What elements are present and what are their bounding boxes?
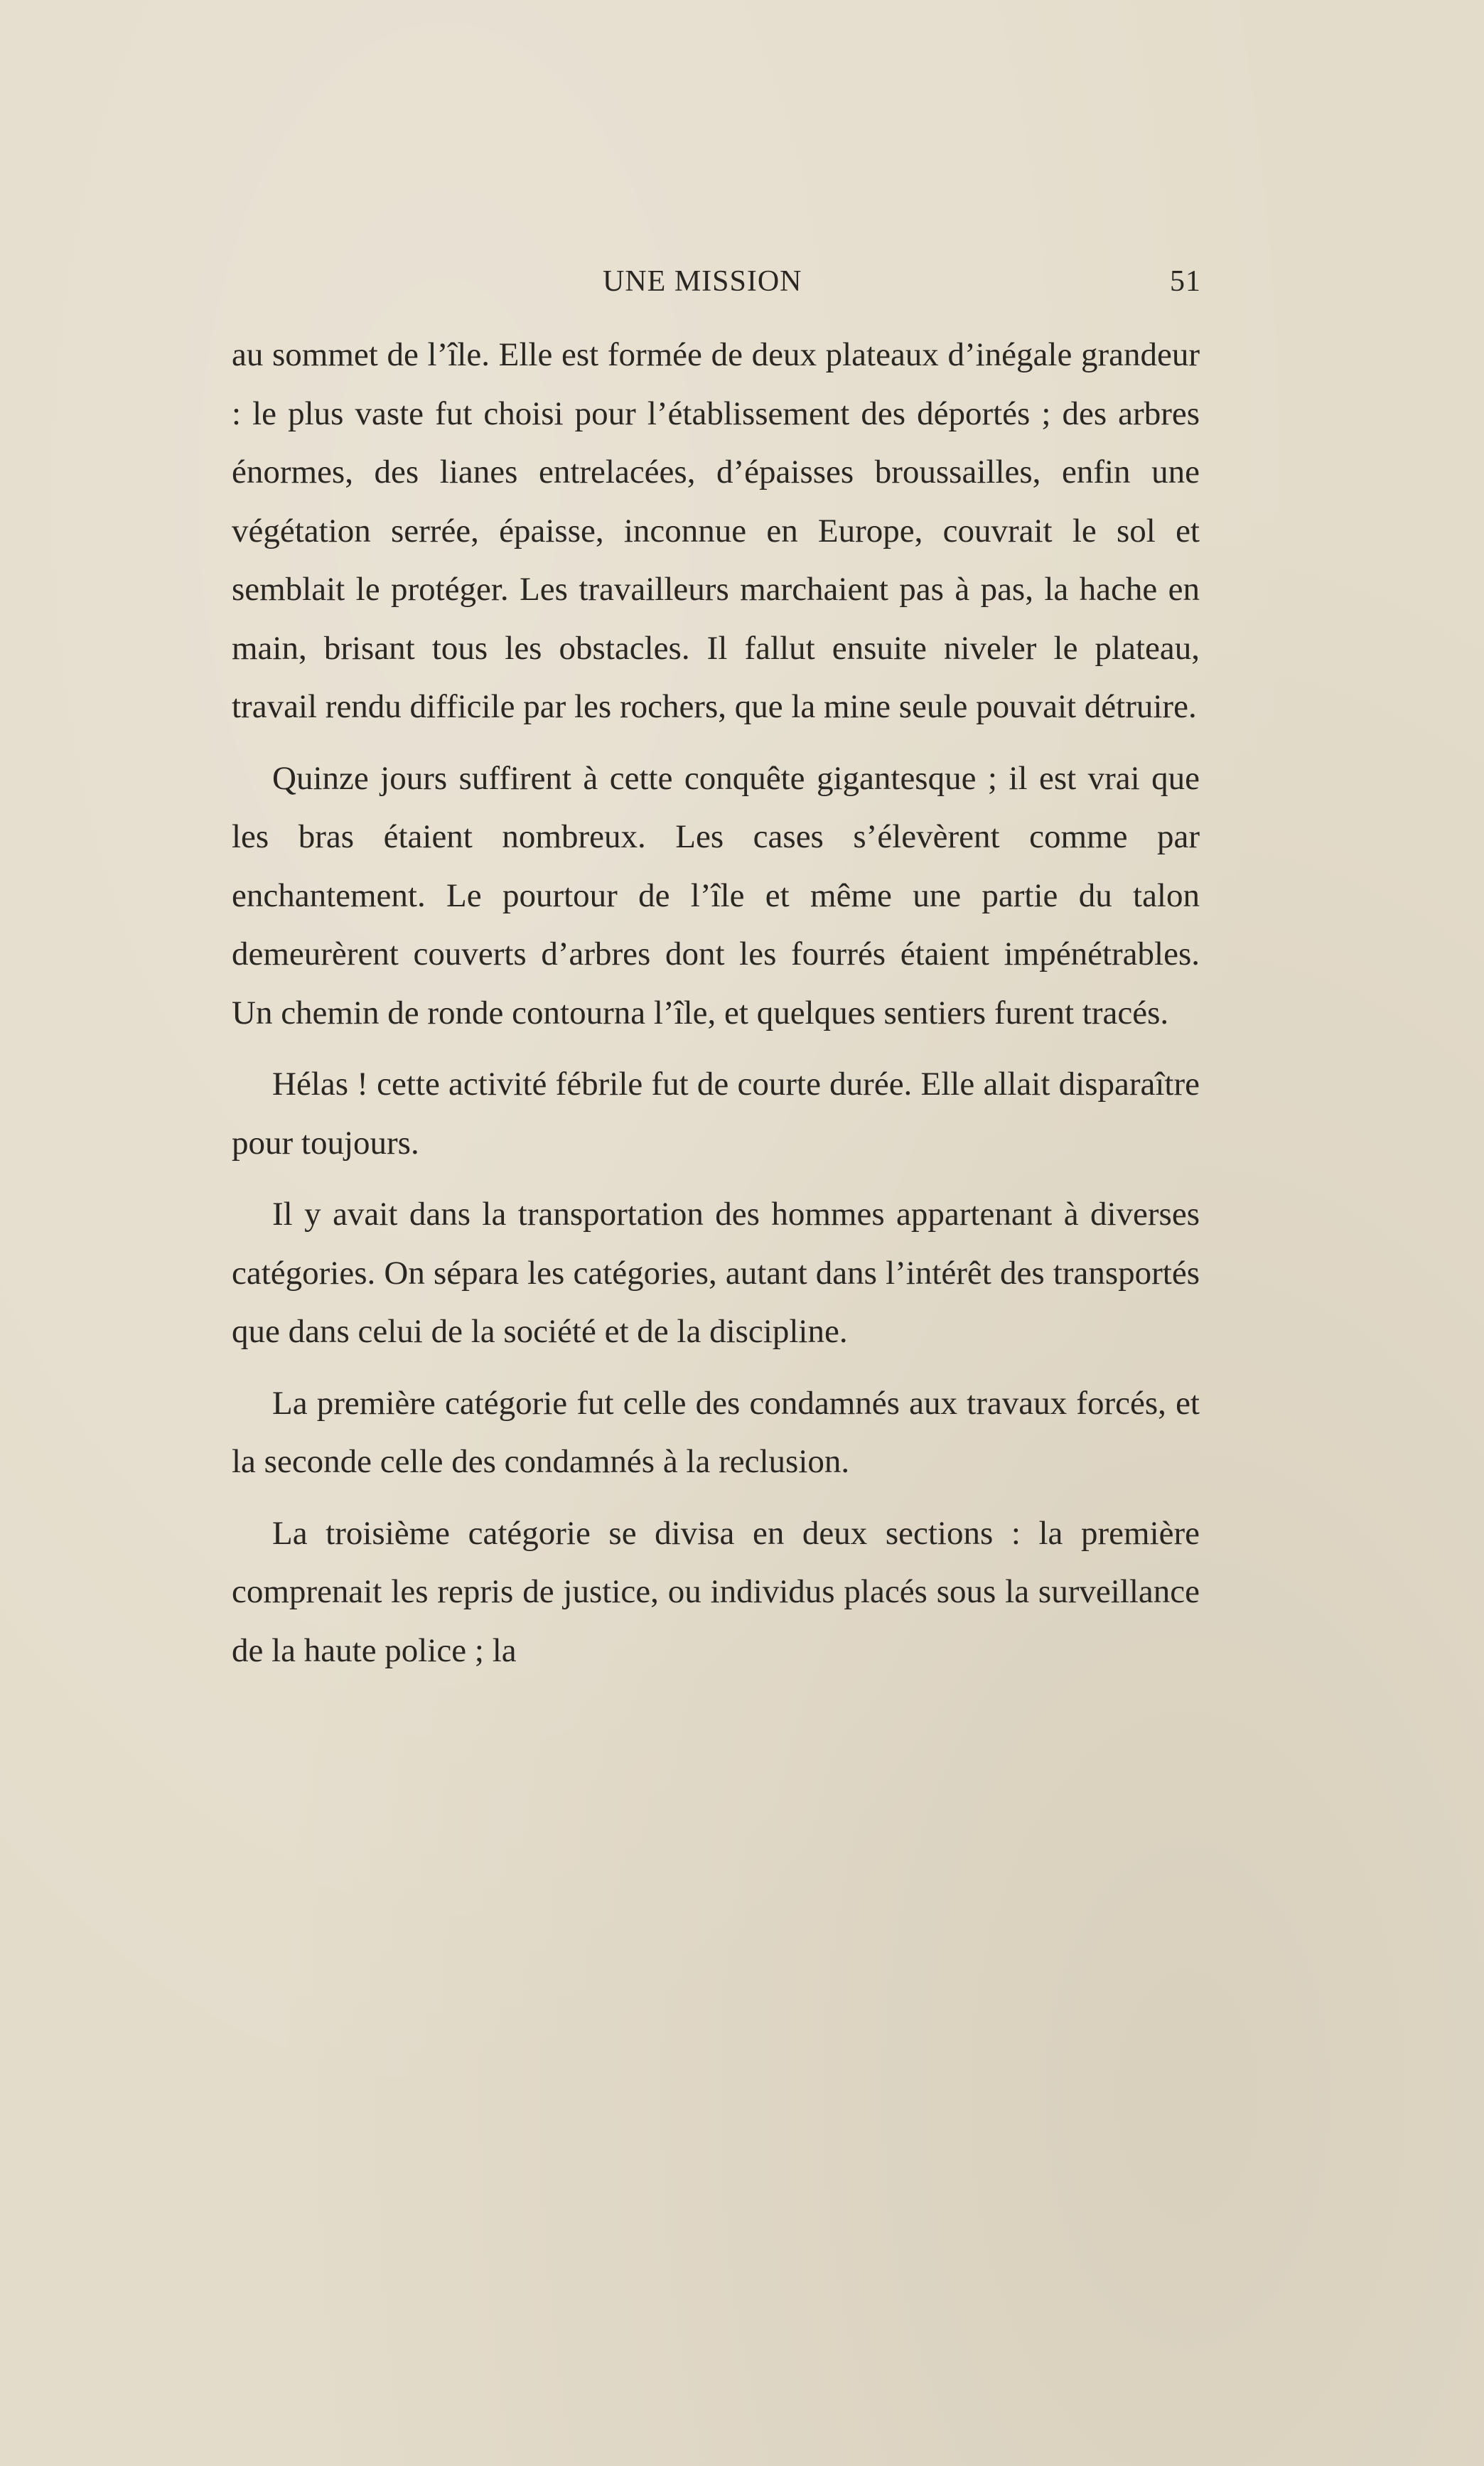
page-number: 51 (1170, 265, 1201, 298)
paragraph-1: au sommet de l’île. Elle est formée de deux plateaux d’inégale grandeur : le plus vaste fut choisi pour l’établissement des déportés ; des arbres énormes, des lianes entrelacées, d’épaisses broussailles, enfin une végétation serrée, épaisse, inconnue en Europe, couvrait le sol et semblait le protéger. Les travailleurs marchaient pas à pas, la hache en main, brisant tous les obstacles. Il fallut ensuite niveler le plateau, travail rendu difficile par les rochers, que la mine seule pouvait détruire. (232, 336, 1200, 725)
paragraph-2: Quinze jours suffirent à cette conquête gigantesque ; il est vrai que les bras étaient nombreux. Les cases s’élevèrent comme par enchantement. Le pourtour de l’île et même une partie du talon demeurèrent couverts d’arbres dont les fourrés étaient impénétrables. Un chemin de ronde contourna l’île, et quelques sentiers furent tracés. (232, 759, 1200, 1031)
paragraph-5: La première catégorie fut celle des condamnés aux travaux forcés, et la seconde celle des condamnés à la reclusion. (232, 1384, 1200, 1480)
paragraph-6: La troisième catégorie se divisa en deux sections : la première comprenait les repris de justice, ou individus placés sous la surveillance de la haute police ; la (232, 1514, 1200, 1669)
paragraph-4: Il y avait dans la transportation des hommes appartenant à diverses catégories. On sépara les catégories, autant dans l’intérêt des transportés que dans celui de la société et de la discipline. (232, 1196, 1200, 1350)
running-head (235, 264, 1201, 307)
paragraph-3: Hélas ! cette activité fébrile fut de courte durée. Elle allait disparaître pour toujours. (232, 1066, 1200, 1162)
running-head-title: UNE MISSION (603, 265, 802, 298)
body-text (232, 326, 1200, 1680)
